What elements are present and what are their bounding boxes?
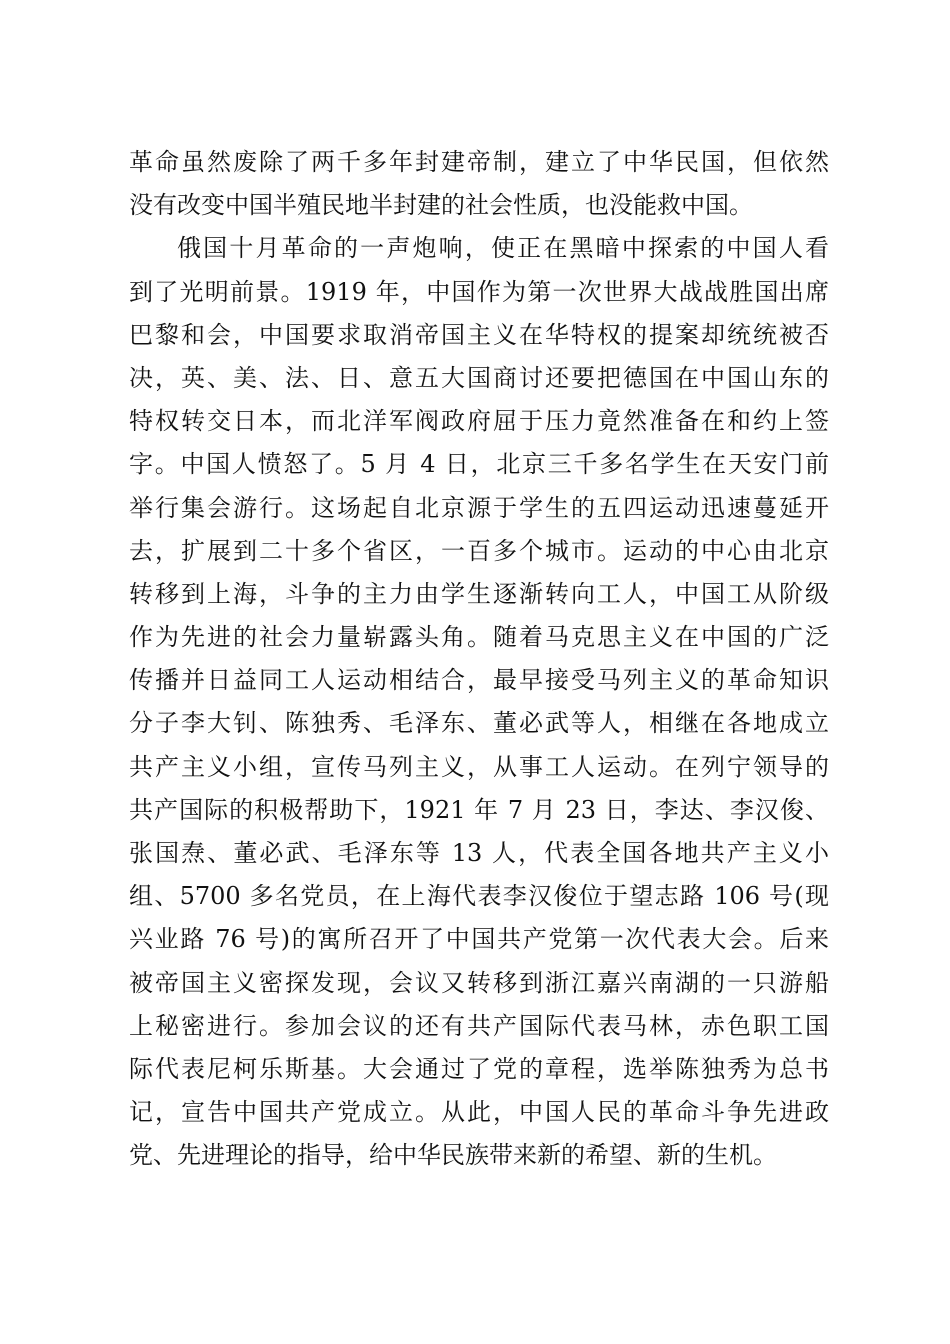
text-line: 去，扩展到二十多个省区，一百多个城市。运动的中心由北京 xyxy=(129,536,829,565)
text-line: 决，英、美、法、日、意五大国商讨还要把德国在中国山东的 xyxy=(129,363,829,392)
body-text xyxy=(129,141,829,1178)
text-line: 记，宣告中国共产党成立。从此，中国人民的革命斗争先进政 xyxy=(129,1098,829,1127)
text-line: 巴黎和会，中国要求取消帝国主义在华特权的提案却统统被否 xyxy=(129,320,829,349)
text-line: 组、5700 多名党员，在上海代表李汉俊位于望志路 106 号(现 xyxy=(129,882,829,911)
text-line: 字。中国人愤怒了。5 月 4 日，北京三千多名学生在天安门前 xyxy=(129,450,829,479)
text-line: 上秘密进行。参加会议的还有共产国际代表马林，赤色职工国 xyxy=(129,1011,829,1040)
text-line: 被帝国主义密探发现，会议又转移到浙江嘉兴南湖的一只游船 xyxy=(129,968,829,997)
text-line: 兴业路 76 号)的寓所召开了中国共产党第一次代表大会。后来 xyxy=(129,925,829,954)
text-line: 分子李大钊、陈独秀、毛泽东、董必武等人，相继在各地成立 xyxy=(129,709,829,738)
text-line: 革命虽然废除了两千多年封建帝制，建立了中华民国，但依然 xyxy=(129,148,829,176)
text-line: 党、先进理论的指导，给中华民族带来新的希望、新的生机。 xyxy=(129,1141,777,1170)
text-line: 共产国际的积极帮助下，1921 年 7 月 23 日，李达、李汉俊、 xyxy=(129,795,829,824)
paragraph-first-line: 俄国十月革命的一声炮响，使正在黑暗中探索的中国人看 xyxy=(177,234,829,263)
text-line: 共产主义小组，宣传马列主义，从事工人运动。在列宁领导的 xyxy=(129,752,829,781)
text-line: 到了光明前景。1919 年，中国作为第一次世界大战战胜国出席 xyxy=(129,277,829,306)
text-line: 作为先进的社会力量崭露头角。随着马克思主义在中国的广泛 xyxy=(129,623,829,652)
text-line: 特权转交日本，而北洋军阀政府屈于压力竟然准备在和约上签 xyxy=(129,407,829,436)
text-line: 举行集会游行。这场起自北京源于学生的五四运动迅速蔓延开 xyxy=(129,493,829,522)
text-line: 没有改变中国半殖民地半封建的社会性质，也没能救中国。 xyxy=(129,191,753,220)
text-line: 际代表尼柯乐斯基。大会通过了党的章程，选举陈独秀为总书 xyxy=(129,1054,829,1083)
text-line: 转移到上海，斗争的主力由学生逐渐转向工人，中国工从阶级 xyxy=(129,579,829,608)
text-line: 张国焘、董必武、毛泽东等 13 人，代表全国各地共产主义小 xyxy=(129,839,829,867)
text-line: 传播并日益同工人运动相结合，最早接受马列主义的革命知识 xyxy=(129,666,829,695)
